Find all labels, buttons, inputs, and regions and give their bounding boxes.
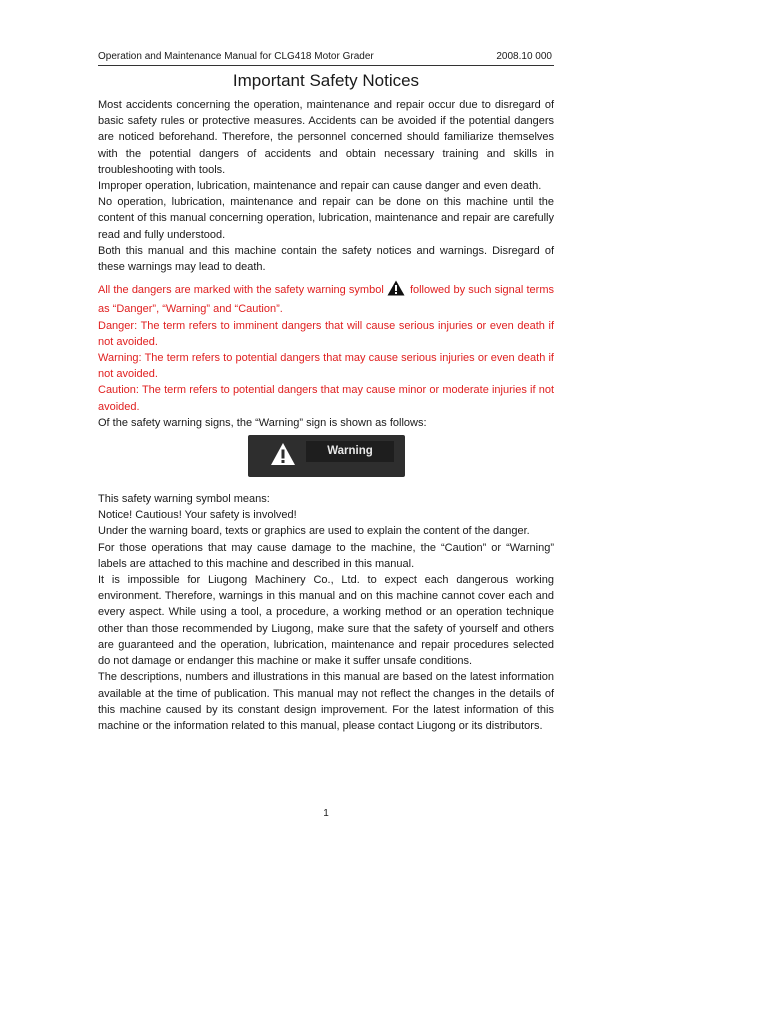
intro-paragraph-3: No operation, lubrication, maintenance and repair can be done on this machine until the content of this manual concerning operation, lubrication, maintenance and repair are carefully read and fully understood. — [98, 196, 554, 241]
signal-terms-paragraph — [98, 280, 554, 317]
signal-terms-end: followed by such signal terms as “Danger”, “Warning” and “Caution”. — [98, 284, 554, 316]
sign-intro: Of the safety warning signs, the “Warning” sign is shown as follows: — [98, 416, 427, 429]
warning-sign-figure — [98, 435, 554, 487]
warning-triangle-icon — [270, 442, 296, 471]
after-paragraph-1: This safety warning symbol means: — [98, 493, 270, 506]
after-paragraph-5: It is impossible for Liugong Machinery Co., Ltd. to expect each dangerous working environment. Therefore, warnings in this manual and on this machine cannot cover each and every aspect. While using a tool, a procedure, a working method or an operation technique other than those recommended by Liugong, make sure that the safety of yourself and others are guaranteed and the operation, lubrication, maintenance and repair procedures selected do not damage or endanger this machine or make it suffer unsafe conditions. — [98, 574, 554, 668]
after-paragraph-6: The descriptions, numbers and illustrations in this manual are based on the latest information available at the time of publication. This manual may not reflect the changes in the details of this machine caused by its constant design improvement. For the latest information of this machine or the information related to this manual, please contact Liugong or its distributors. — [98, 671, 554, 732]
warning-sign-label: Warning — [306, 441, 394, 462]
page-header — [98, 51, 554, 66]
intro-paragraph-1: Most accidents concerning the operation, maintenance and repair occur due to disregard of basic safety rules or protective measures. Accidents can be avoided if the potential dangers are noticed beforehand. Therefore, the personnel concerned should familiarize themselves with the potential dangers of accidents and obtain necessary training and skills in troubleshooting with tools. — [98, 99, 554, 176]
intro-paragraph-2: Improper operation, lubrication, maintenance and repair can cause danger and even death. — [98, 180, 542, 193]
warning-definition: Warning: The term refers to potential dangers that may cause serious injuries or even death if not avoided. — [98, 352, 554, 381]
after-paragraph-3: Under the warning board, texts or graphics are used to explain the content of the danger. — [98, 525, 530, 538]
signal-terms-start: All the dangers are marked with the safety warning symbol — [98, 284, 384, 297]
warning-sign — [248, 435, 405, 477]
header-manual-title: Operation and Maintenance Manual for CLG418 Motor Grader — [98, 51, 374, 62]
document-body — [98, 97, 554, 734]
danger-definition: Danger: The term refers to imminent dangers that will cause serious injuries or even death if not avoided. — [98, 319, 554, 348]
after-paragraph-4: For those operations that may cause damage to the machine, the “Caution” or “Warning” labels are attached to this machine and described in this manual. — [98, 541, 554, 570]
page-number: 1 — [323, 808, 329, 819]
after-paragraph-2: Notice! Cautious! Your safety is involved! — [98, 509, 297, 522]
caution-definition: Caution: The term refers to potential dangers that may cause minor or moderate injuries if not avoided. — [98, 384, 554, 413]
warning-triangle-icon — [387, 280, 405, 301]
page-title: Important Safety Notices — [232, 71, 420, 90]
intro-paragraph-4: Both this manual and this machine contain the safety notices and warnings. Disregard of these warnings may lead to death. — [98, 244, 554, 274]
header-date-code: 2008.10 000 — [496, 51, 552, 62]
